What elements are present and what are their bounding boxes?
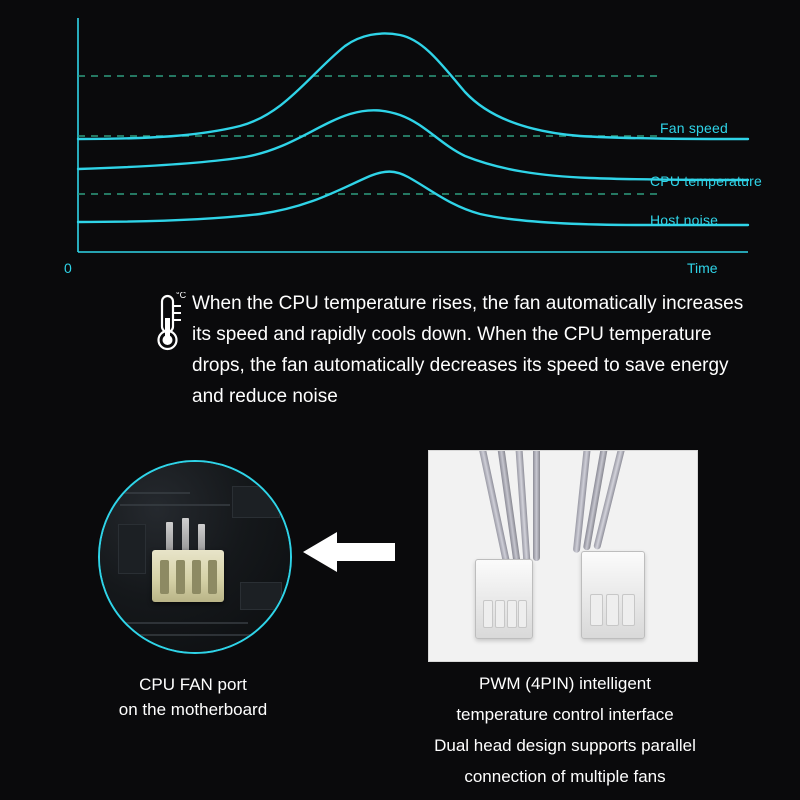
- cable-caption-line2: temperature control interface: [456, 705, 674, 724]
- cable-caption-line3: Dual head design supports parallel: [434, 736, 696, 755]
- performance-chart: [60, 14, 762, 276]
- cable-caption-line4: connection of multiple fans: [464, 767, 666, 786]
- legend-label-host-noise: Host noise: [650, 212, 719, 228]
- left-arrow-icon: [303, 530, 395, 574]
- cable-caption: [380, 668, 750, 792]
- connector-left: [475, 559, 533, 639]
- chart-svg: [60, 14, 750, 264]
- x-axis-label: Time: [687, 260, 718, 276]
- description-block: [148, 288, 748, 412]
- thermometer-icon: [148, 292, 192, 354]
- description-text: When the CPU temperature rises, the fan automatically increases its speed and rapidly cools down. When the CPU temperature drops, the fan automatically decreases its speed to save energy and reduce noise: [192, 293, 744, 407]
- svg-text:°C: °C: [176, 292, 187, 300]
- motherboard-caption-line2: on the motherboard: [118, 700, 268, 719]
- connector-right: [581, 551, 645, 639]
- bottom-section: [0, 440, 800, 800]
- series-line-cpu-temperature: [78, 110, 748, 180]
- legend-label-fan-speed: Fan speed: [660, 120, 728, 136]
- cable-caption-line1: PWM (4PIN) intelligent: [479, 674, 651, 693]
- pwm-4pin-cable-photo: [428, 450, 698, 662]
- cpu-fan-port-photo: [98, 460, 292, 654]
- fan-header-connector: [152, 550, 224, 602]
- axis-origin-label: 0: [64, 260, 72, 276]
- motherboard-caption: [60, 672, 326, 722]
- legend-label-cpu-temperature: CPU temperature: [650, 173, 762, 189]
- series-line-fan-speed: [78, 33, 748, 139]
- motherboard-caption-line1: CPU FAN port: [139, 675, 247, 694]
